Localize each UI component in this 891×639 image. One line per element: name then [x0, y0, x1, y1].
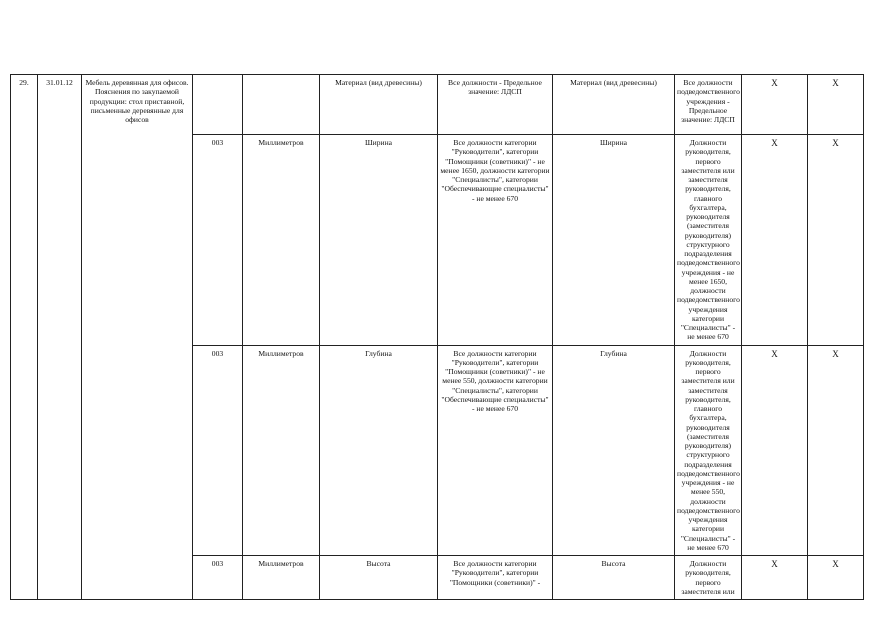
okpd-code: 31.01.12: [38, 75, 82, 600]
characteristic-value-2: Должности руководителя, первого заместителя или заместителя руководителя, главного бухгалтера, руководителя (заместителя руководителя) структурного подразделения подведомственного учреждения - не менее 550, должности подведомственного учреждения категории "Специалисты" - не менее 670: [675, 345, 742, 556]
characteristic-value: Все должности категории "Руководители", категории "Помощники (советники)" -: [438, 556, 553, 600]
header-cell-3: [193, 75, 243, 135]
characteristic-value: Все должности категории "Руководители", категории "Помощники (советники)" - не менее 550, должности категории "Специалисты", категории "Обеспечивающие специалисты" - не менее 670: [438, 345, 553, 556]
characteristic-2: Ширина: [553, 135, 675, 346]
header-value: Все должности - Предельное значение: ЛДСП: [438, 75, 553, 135]
unit-code: 003: [193, 556, 243, 600]
unit-name: Миллиметров: [243, 345, 320, 556]
header-characteristic: Материал (вид древесины): [320, 75, 438, 135]
unit-name: Миллиметров: [243, 135, 320, 346]
unit-code: 003: [193, 345, 243, 556]
characteristic: Ширина: [320, 135, 438, 346]
unit-code: 003: [193, 135, 243, 346]
product-name: Мебель деревянная для офисов. Пояснения по закупаемой продукции: стол приставной, письменные деревянные для офисов: [82, 75, 193, 600]
x-mark-1: X: [742, 345, 808, 556]
characteristic-2: Глубина: [553, 345, 675, 556]
header-x-1: X: [742, 75, 808, 135]
characteristic-value-2: Должности руководителя, первого заместителя или: [675, 556, 742, 600]
characteristic-2: Высота: [553, 556, 675, 600]
header-value-2: Все должности подведомственного учреждения - Предельное значение: ЛДСП: [675, 75, 742, 135]
characteristic-value-2: Должности руководителя, первого заместителя или заместителя руководителя, главного бухгалтера, руководителя (заместителя руководителя) структурного подразделения подведомственного учреждения - не менее 1650, должности подведомственного учреждения категории "Специалисты" - не менее 670: [675, 135, 742, 346]
x-mark-1: X: [742, 135, 808, 346]
table-row: [11, 75, 864, 135]
characteristic-value: Все должности категории "Руководители", категории "Помощники (советники)" - не менее 1650, должности категории "Специалисты", категории "Обеспечивающие специалисты" - не менее 670: [438, 135, 553, 346]
x-mark-1: X: [742, 556, 808, 600]
header-x-2: X: [808, 75, 864, 135]
x-mark-2: X: [808, 135, 864, 346]
header-characteristic-2: Материал (вид древесины): [553, 75, 675, 135]
header-cell-4: [243, 75, 320, 135]
characteristic: Высота: [320, 556, 438, 600]
unit-name: Миллиметров: [243, 556, 320, 600]
document-table: [10, 74, 864, 600]
row-number: 29.: [11, 75, 38, 600]
characteristic: Глубина: [320, 345, 438, 556]
x-mark-2: X: [808, 556, 864, 600]
x-mark-2: X: [808, 345, 864, 556]
